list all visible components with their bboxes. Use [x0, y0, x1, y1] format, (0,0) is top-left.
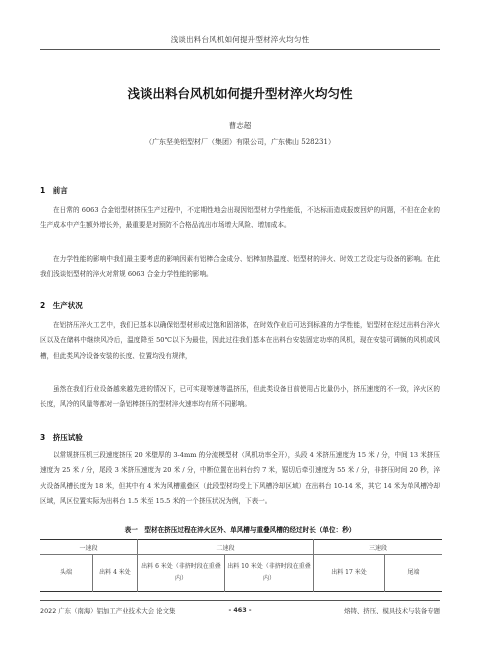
- table-cell: 出料 6 米处（非挤时段在重叠内）: [138, 555, 225, 592]
- section-heading-introduction: 1 前言: [40, 186, 68, 195]
- running-head: 浅谈出料台风机如何提升型材淬火均匀性: [170, 35, 310, 44]
- table-group-header: 二速段: [138, 540, 314, 555]
- table-cell: 头端: [40, 555, 93, 592]
- table-cell: 尾端: [385, 555, 443, 592]
- table-cell: 出料 4 米处: [93, 555, 138, 592]
- table-caption: 表一 型材在挤压过程在淬火区外、单风槽与重叠风槽的经过时长（单位：秒）: [124, 526, 356, 534]
- paragraph: 在铝挤压淬火工艺中，我们已基本以确保铝型材形成过饱和固溶体，在时效作业后可达到标准的力学性能，铝型材在经过出料台淬火区以及在储料中继续风冷后，温度降至 50℃以下为最佳，因此过往我们基本在出料台安装固定功率的风机，现在安装可调频的风机或风槽，但此类风冷设备安装的长度、位置均没有规律，: [40, 321, 440, 360]
- header-rule: [40, 49, 440, 50]
- author-affiliation: （广东坚美铝型材厂（集团）有限公司，广东佛山 528231）: [145, 138, 335, 146]
- footer-rule: [40, 600, 440, 601]
- section-heading-experiment: 3 挤压试验: [40, 433, 83, 442]
- paper-title: 浅谈出料台风机如何提升型材淬火均匀性: [127, 86, 353, 101]
- table-cell: 出料 17 米处: [314, 555, 385, 592]
- table-row: [40, 555, 442, 592]
- table-header-row: [40, 540, 442, 555]
- table-group-header: 一速段: [40, 540, 138, 555]
- table-cell: 出料 10 米处（非挤时段在重叠内）: [225, 555, 314, 592]
- paragraph: 在力学性能的影响中我们最主要考虑的影响因素有铝棒合金成分、铝棒加热温度、铝型材的淬火、时效工艺设定与设备的影响。在此我们浅谈铝型材的淬火对常规 6063 合金力学性能的影响。: [40, 255, 440, 279]
- paragraph: 虽然在我们行业设备越来越先进的情况下，已可实现等速等温挤压，但此类设备目前使用占比量仍小，挤压速度的不一致，淬火区的长度，风冷的风量等都对一条铝棒挤压的型材淬火速率均有所不同影响。: [40, 385, 440, 409]
- footer-topic: 熔铸、挤压、模具技术与装备专题: [344, 607, 440, 615]
- data-table: [40, 539, 442, 592]
- paragraph: 在日常的 6063 合金铝型材挤压生产过程中，不定期性地会出现因铝型材力学性能低，不达标而造成报废回炉的问题，不但在企业的生产成本中产生额外增长外，最重要是对预防不合格品流出市场增大风险、增加成本。: [40, 206, 440, 230]
- paragraph: 以常规挤压机三段速度挤压 20 米壁厚的 3-4mm 的分流模型材（风机功率全开），头段 4 米挤压速度为 15 米 / 分，中间 13 米挤压速度为 25 米 / 分，尾段 3 米挤压速度为 20 米 / 分，中断位置在出料台约 7 米，锯切后牵引速度为 55 米 / 分，非挤压时间 20 秒，淬火设备风槽长度为 18 米，但其中有 4 米为风槽重叠区（此段型材均受上下风槽冷却区域）在出料台 10-14 米，其它 14 米为单风槽冷却区域，风区位置实际为出料台 1.5 米至 15.5 米的一个挤压状况为例，下表一。: [40, 451, 440, 506]
- footer-proceedings: 2022 广东（南海）铝加工产业技术大会 论文集: [40, 607, 176, 615]
- author-name: 曹志超: [228, 121, 252, 130]
- section-heading-production: 2 生产状况: [40, 301, 83, 310]
- table-group-header: 三速段: [314, 540, 443, 555]
- page-number: - 463 -: [228, 606, 252, 614]
